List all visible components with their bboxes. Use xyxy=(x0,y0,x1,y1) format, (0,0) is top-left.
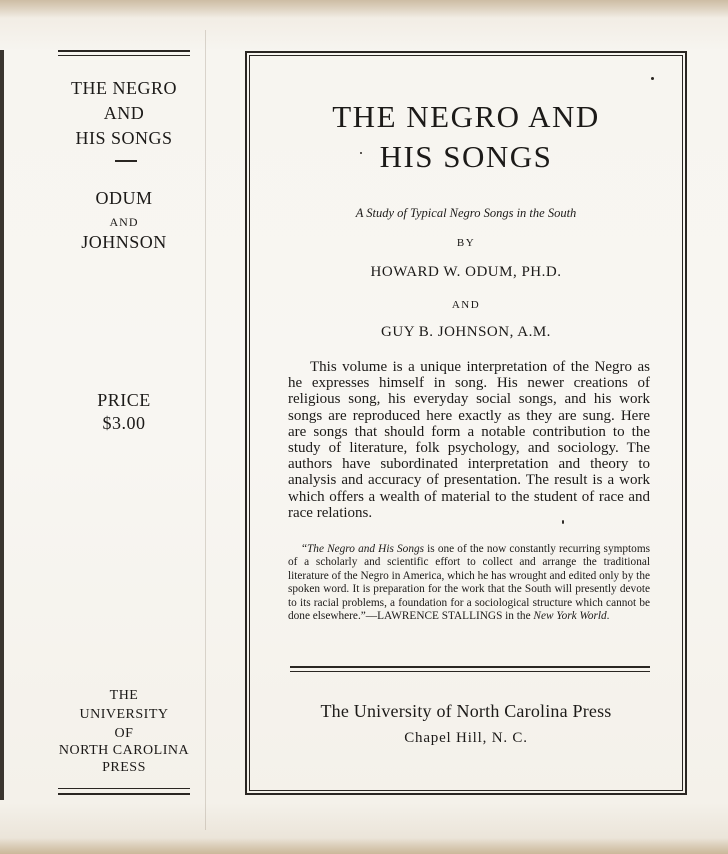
spine-price-value: $3.00 xyxy=(102,413,146,433)
spine-top-rule-thin xyxy=(58,55,190,56)
front-title-line2: HIS SONGS xyxy=(379,139,553,174)
publisher-rule-top xyxy=(290,666,650,668)
quote-book-title: The Negro and His Songs xyxy=(307,543,425,555)
spine-publisher-line5: PRESS xyxy=(102,760,146,775)
quote-end: . xyxy=(606,610,610,623)
spine-fold xyxy=(205,30,206,830)
spine-publisher-line4: NORTH CAROLINA xyxy=(58,743,190,758)
spine-publisher-line1: THE xyxy=(109,688,139,703)
front-author2: GUY B. JOHNSON, A.M. xyxy=(381,324,551,340)
back-panel-edge xyxy=(0,50,4,800)
review-quote xyxy=(288,543,650,623)
spine-dash xyxy=(115,160,137,162)
spine-publisher-line2: UNIVERSITY xyxy=(79,707,169,722)
quote-open-mark: “ xyxy=(302,543,308,555)
ink-speck xyxy=(651,77,654,80)
quote-body: is one of the now constantly recurring symptoms of a scholarly and scientific effort to collect and arrange the traditional literature of the Negro in America, which he has wrought and edited only by the spoken word. It is preparation for the work that the South will presently devote to its racial problems, a foundation for a sociological structure which cannot be done elsewhere.”—LAWRENCE STALLINGS in the xyxy=(288,543,650,623)
front-title-line1: THE NEGRO AND xyxy=(332,99,600,134)
blurb-text: This volume is a unique interpretation of the Negro as he expresses himself in song. His newer creations of religious song, his everyday social songs, and his work songs are reproduced here exactly as they are sung. Here are songs that should form a notable contribution to the study of literature, folk psychology, and sociology. The authors have subordinated interpretation and theory to analysis and accuracy of presentation. The result is a work which offers a wealth of material to the student of race and race relations. xyxy=(288,359,650,521)
front-and: AND xyxy=(451,299,481,311)
ink-speck xyxy=(360,152,362,154)
front-place: Chapel Hill, N. C. xyxy=(404,730,528,746)
quote-paragraph xyxy=(288,543,650,623)
spine-publisher-line3: OF xyxy=(114,726,134,741)
spine-bottom-rule-thin xyxy=(58,788,190,789)
spine-top-rule xyxy=(58,50,190,52)
front-author1: HOWARD W. ODUM, PH.D. xyxy=(370,264,562,280)
spine-title-line2: AND xyxy=(103,103,145,123)
bottom-stain xyxy=(0,838,728,854)
quote-source: New York World xyxy=(533,610,607,623)
top-stain xyxy=(0,0,728,18)
spine-title-line1: THE NEGRO xyxy=(71,78,177,98)
spine-bottom-rule xyxy=(58,793,190,795)
front-publisher: The University of North Carolina Press xyxy=(320,701,612,721)
spine-price-label: PRICE xyxy=(97,390,151,410)
description-blurb xyxy=(288,359,650,521)
spine-author2: JOHNSON xyxy=(81,232,167,252)
spine-title-line3: HIS SONGS xyxy=(75,128,173,148)
spine-and: AND xyxy=(109,215,139,229)
front-by: BY xyxy=(456,237,476,249)
publisher-rule-top-thin xyxy=(290,671,650,672)
front-subtitle: A Study of Typical Negro Songs in the South xyxy=(355,206,577,220)
ink-speck xyxy=(562,520,564,524)
spine-author1: ODUM xyxy=(95,188,153,208)
